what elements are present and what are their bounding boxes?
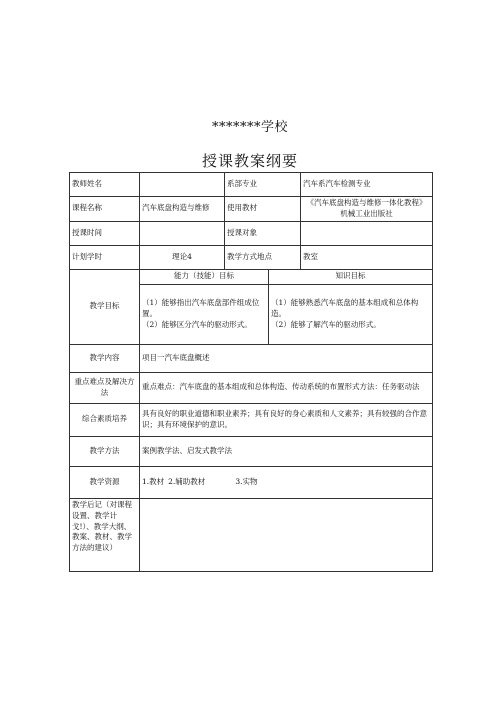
hours-label: 计划学时 xyxy=(70,245,140,269)
content-value: 项目一汽车底盘概述 xyxy=(140,344,433,372)
table-row xyxy=(70,498,433,571)
method-label: 教学方法 xyxy=(70,436,140,466)
table-row xyxy=(70,173,433,197)
course-label: 课程名称 xyxy=(70,197,140,222)
key-points-value: 重点难点：汽车底盘的基本组成和总体构造、传动系统的布置形式方法：任务驱动法 xyxy=(140,372,433,403)
table-row xyxy=(70,372,433,403)
lesson-plan-table xyxy=(69,172,433,572)
resource-item-2: 2.辅助教材 xyxy=(168,476,206,486)
time-value xyxy=(140,221,225,245)
ability-goals xyxy=(140,284,269,344)
dept-value: 汽车系汽车检测专业 xyxy=(301,173,433,197)
quality-label: 综合素质培养 xyxy=(70,403,140,436)
school-name: *******学校 xyxy=(211,120,288,135)
table-row xyxy=(70,344,433,372)
course-value: 汽车底盘构造与维修 xyxy=(140,197,225,222)
resources-value xyxy=(140,466,433,498)
table-row xyxy=(70,466,433,498)
table-row xyxy=(70,245,433,269)
table-row xyxy=(70,197,433,222)
resources-label: 教学资源 xyxy=(70,466,140,498)
notes-value xyxy=(140,498,433,571)
target-value xyxy=(301,221,433,245)
teacher-value xyxy=(140,173,225,197)
goals-label: 教学目标 xyxy=(70,269,140,344)
document-title: 授课教案纲要 xyxy=(201,152,298,170)
resource-item-3: 3.实物 xyxy=(235,476,258,486)
key-points-label: 重点难点及解决方法 xyxy=(70,372,140,403)
target-label: 授课对象 xyxy=(225,221,301,245)
table-row xyxy=(70,269,433,284)
hours-value: 理论4 xyxy=(140,245,225,269)
teacher-label: 教师姓名 xyxy=(70,173,140,197)
time-label: 授课时间 xyxy=(70,221,140,245)
knowledge-header: 知识目标 xyxy=(269,269,433,284)
method-value: 案例教学法、启发式教学法 xyxy=(140,436,433,466)
place-value: 教室 xyxy=(301,245,433,269)
notes-label: 教学后记（对课程设置、教学计戈!）、教学大纲、教案、教材、教学方法的建议） xyxy=(70,498,140,571)
content-label: 教学内容 xyxy=(70,344,140,372)
ability-header: 能力（技能）目标 xyxy=(140,269,269,284)
ability-goal-1: （1）能够指出汽车底盘部件组成位置。 xyxy=(142,297,260,318)
resource-item-1: 1.教材 xyxy=(142,476,165,486)
table-row xyxy=(70,221,433,245)
ability-goal-2: （2）能够区分汽车的驱动形式。 xyxy=(142,319,252,329)
knowledge-goals xyxy=(269,284,433,344)
knowledge-goal-2: （2）能够了解汽车的驱动形式。 xyxy=(271,319,381,329)
quality-value: 具有良好的职业道德和职业素养；具有良好的身心素质和人文素养；具有较强的合作意识；具有环境保护的意识。 xyxy=(140,403,433,436)
table-row xyxy=(70,436,433,466)
dept-label: 系部专业 xyxy=(225,173,301,197)
textbook-label: 使用教材 xyxy=(225,197,301,222)
place-label: 教学方式地点 xyxy=(225,245,301,269)
table-row xyxy=(70,403,433,436)
textbook-value: 《汽车底盘构造与维修一体化教程》机械工业出版社 xyxy=(301,197,433,222)
knowledge-goal-1: （1）能够熟悉汽车底盘的基本组成和总体构造。 xyxy=(271,297,419,318)
